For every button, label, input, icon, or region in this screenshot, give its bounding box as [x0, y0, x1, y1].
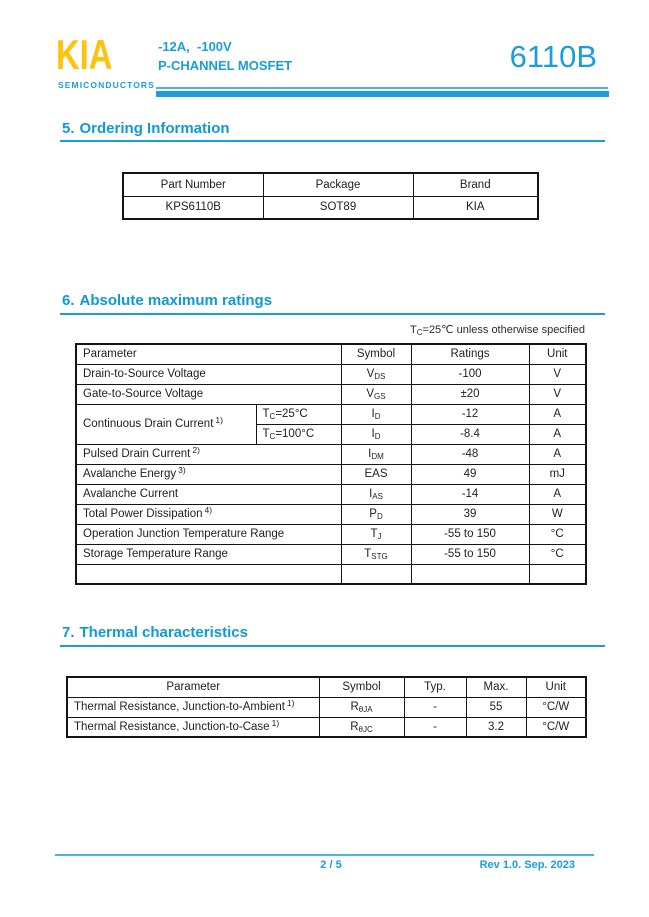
cell-symbol: [341, 484, 411, 504]
section-6-heading: [62, 292, 272, 309]
parameter-footnote: 1): [215, 415, 223, 425]
cell-brand: KIA: [413, 196, 538, 219]
col-header-brand: Brand: [413, 173, 538, 196]
col-header-max: Max.: [466, 677, 526, 697]
part-number-title: 6110B: [509, 39, 597, 74]
cell-unit: °C/W: [526, 697, 586, 717]
table-row: [76, 404, 586, 424]
section-7-number: 7.: [62, 624, 75, 641]
condition-base: T: [262, 428, 270, 440]
symbol-sub: D: [374, 412, 381, 421]
symbol-sub: θJA: [358, 705, 373, 714]
cell-unit: V: [529, 384, 586, 404]
absolute-maximum-ratings-table: [75, 343, 587, 585]
symbol-sub: D: [374, 432, 381, 441]
symbol-base: V: [366, 368, 375, 380]
cell-unit: A: [529, 404, 586, 424]
symbol-base: I: [371, 428, 375, 440]
parameter-text: Drain-to-Source Voltage: [83, 368, 206, 380]
col-header-package: Package: [263, 173, 413, 196]
note-symbol-sub: C: [416, 328, 423, 337]
table-row: [76, 464, 586, 484]
section-7-title: Thermal characteristics: [79, 624, 248, 641]
symbol-base: R: [350, 701, 359, 713]
parameter-text: Operation Junction Temperature Range: [83, 528, 285, 540]
table-row: [76, 364, 586, 384]
cell-parameter: [76, 404, 256, 444]
cell-symbol: [341, 544, 411, 564]
cell-symbol: [341, 444, 411, 464]
section-5-rule: [60, 140, 605, 142]
cell-symbol: [341, 424, 411, 444]
parameter-text: Thermal Resistance, Junction-to-Case: [74, 720, 270, 733]
cell-max: 55: [466, 697, 526, 717]
table-row: [76, 544, 586, 564]
cell-parameter: [76, 384, 341, 404]
cell-parameter: [76, 484, 341, 504]
parameter-text: Avalanche Current: [83, 488, 179, 500]
parameter-text: Pulsed Drain Current: [83, 448, 191, 460]
cell-parameter: [76, 524, 341, 544]
parameter-text: Gate-to-Source Voltage: [83, 388, 204, 400]
section-5-heading: [62, 120, 230, 137]
note-symbol-base: T: [410, 324, 417, 336]
section-5-number: 5.: [62, 120, 75, 137]
section-6-rule: [60, 313, 605, 315]
note-text: =25℃ unless otherwise specified: [422, 324, 585, 336]
parameter-footnote: 3): [178, 465, 186, 475]
revision-label: Rev 1.0. Sep. 2023: [479, 859, 575, 871]
footer-rule: [55, 854, 594, 856]
spec-line-current-voltage: -12A, -100V: [158, 39, 232, 54]
cell-rating: 39: [411, 504, 529, 524]
table-header-row: [123, 173, 538, 196]
col-header-ratings: Ratings: [411, 344, 529, 364]
cell-typ: -: [404, 717, 466, 737]
parameter-text: Storage Temperature Range: [83, 548, 228, 560]
section-5-title: Ordering Information: [79, 120, 230, 137]
cell-symbol: [341, 524, 411, 544]
section-6-number: 6.: [62, 292, 75, 309]
cell-parameter: [67, 697, 319, 717]
cell-parameter: [76, 564, 341, 584]
cell-rating: -55 to 150: [411, 524, 529, 544]
thermal-characteristics-table: [66, 676, 587, 738]
symbol-base: I: [371, 408, 375, 420]
test-conditions-note: [410, 323, 585, 336]
kia-logo-subtitle: SEMICONDUCTORS: [58, 80, 155, 90]
col-header-typ: Typ.: [404, 677, 466, 697]
parameter-text: Avalanche Energy: [83, 468, 177, 480]
cell-unit: A: [529, 444, 586, 464]
col-header-part-number: Part Number: [123, 173, 263, 196]
cell-unit: °C: [529, 524, 586, 544]
table-row: [67, 697, 586, 717]
col-header-parameter: Parameter: [67, 677, 319, 697]
condition-sub: C: [269, 432, 276, 441]
parameter-footnote: 1): [286, 698, 295, 708]
symbol-sub: θJC: [358, 724, 373, 734]
cell-symbol: [319, 717, 404, 737]
table-row: [67, 717, 586, 737]
cell-parameter: [76, 464, 341, 484]
table-row: [123, 196, 538, 219]
table-header-row: [76, 344, 586, 364]
cell-unit: A: [529, 424, 586, 444]
cell-rating: -55 to 150: [411, 544, 529, 564]
cell-rating: -12: [411, 404, 529, 424]
table-row: [76, 504, 586, 524]
col-header-symbol: Symbol: [341, 344, 411, 364]
cell-symbol: [341, 504, 411, 524]
cell-parameter: [67, 717, 319, 737]
parameter-text: Thermal Resistance, Junction-to-Ambient: [74, 701, 285, 713]
parameter-text: Total Power Dissipation: [83, 508, 203, 520]
symbol-base: T: [364, 548, 372, 560]
symbol-sub: J: [377, 532, 382, 541]
table-row: [76, 384, 586, 404]
cell-symbol: [341, 464, 411, 484]
cell-unit: V: [529, 364, 586, 384]
symbol-base: I: [368, 448, 372, 460]
col-header-symbol: Symbol: [319, 677, 404, 697]
table-row: [76, 564, 586, 584]
cell-rating: 49: [411, 464, 529, 484]
cell-rating: -8.4: [411, 424, 529, 444]
symbol-base: T: [370, 528, 378, 540]
cell-typ: -: [404, 697, 466, 717]
cell-package: SOT89: [263, 196, 413, 219]
cell-unit: [529, 564, 586, 584]
cell-rating: -100: [411, 364, 529, 384]
col-header-parameter: Parameter: [76, 344, 341, 364]
cell-unit: °C/W: [526, 717, 586, 737]
condition-sub: C: [269, 412, 276, 421]
header-rule-thick: [156, 91, 609, 97]
symbol-sub: GS: [374, 392, 386, 401]
table-row: [76, 484, 586, 504]
ordering-information-table: [122, 172, 539, 220]
parameter-footnote: 4): [204, 505, 213, 515]
parameter-footnote: 1): [271, 717, 280, 728]
kia-logo: KIA: [56, 31, 113, 78]
section-7-heading: [62, 624, 248, 641]
symbol-sub: STG: [371, 552, 388, 561]
cell-symbol: [319, 697, 404, 717]
cell-symbol: [341, 564, 411, 584]
table-row: [76, 444, 586, 464]
cell-unit: W: [529, 504, 586, 524]
table-header-row: [67, 677, 586, 697]
page-number: 2 / 5: [320, 859, 342, 871]
symbol-sub: DM: [371, 452, 384, 461]
symbol-base: EAS: [364, 468, 388, 480]
cell-symbol: [341, 364, 411, 384]
symbol-base: V: [366, 388, 375, 400]
cell-parameter: [76, 504, 341, 524]
col-header-unit: Unit: [529, 344, 586, 364]
cell-part-number: KPS6110B: [123, 196, 263, 219]
cell-symbol: [341, 384, 411, 404]
symbol-sub: AS: [372, 492, 383, 501]
condition-text: =25°C: [275, 408, 308, 420]
cell-rating: -48: [411, 444, 529, 464]
header-rule-thin: [156, 87, 608, 89]
cell-condition: [256, 404, 341, 424]
cell-rating: -14: [411, 484, 529, 504]
symbol-sub: DS: [374, 372, 386, 381]
cell-unit: mJ: [529, 464, 586, 484]
symbol-sub: D: [376, 512, 383, 521]
cell-rating: [411, 564, 529, 584]
cell-condition: [256, 424, 341, 444]
cell-symbol: [341, 404, 411, 424]
symbol-base: R: [350, 720, 359, 733]
table-row: [76, 524, 586, 544]
section-6-title: Absolute maximum ratings: [79, 292, 273, 309]
symbol-base: P: [369, 508, 377, 520]
condition-text: =100°C: [275, 428, 315, 440]
cell-rating: ±20: [411, 384, 529, 404]
cell-parameter: [76, 444, 341, 464]
cell-unit: A: [529, 484, 586, 504]
cell-unit: °C: [529, 544, 586, 564]
cell-max: 3.2: [466, 717, 526, 737]
parameter-footnote: 2): [192, 445, 200, 455]
cell-parameter: [76, 544, 341, 564]
parameter-text: Continuous Drain Current: [83, 418, 214, 430]
cell-parameter: [76, 364, 341, 384]
symbol-base: I: [369, 488, 373, 500]
device-spec-block: [158, 37, 292, 75]
section-7-rule: [60, 645, 605, 647]
spec-line-channel-type: P-CHANNEL MOSFET: [158, 58, 293, 73]
condition-base: T: [262, 408, 270, 420]
col-header-unit: Unit: [526, 677, 586, 697]
